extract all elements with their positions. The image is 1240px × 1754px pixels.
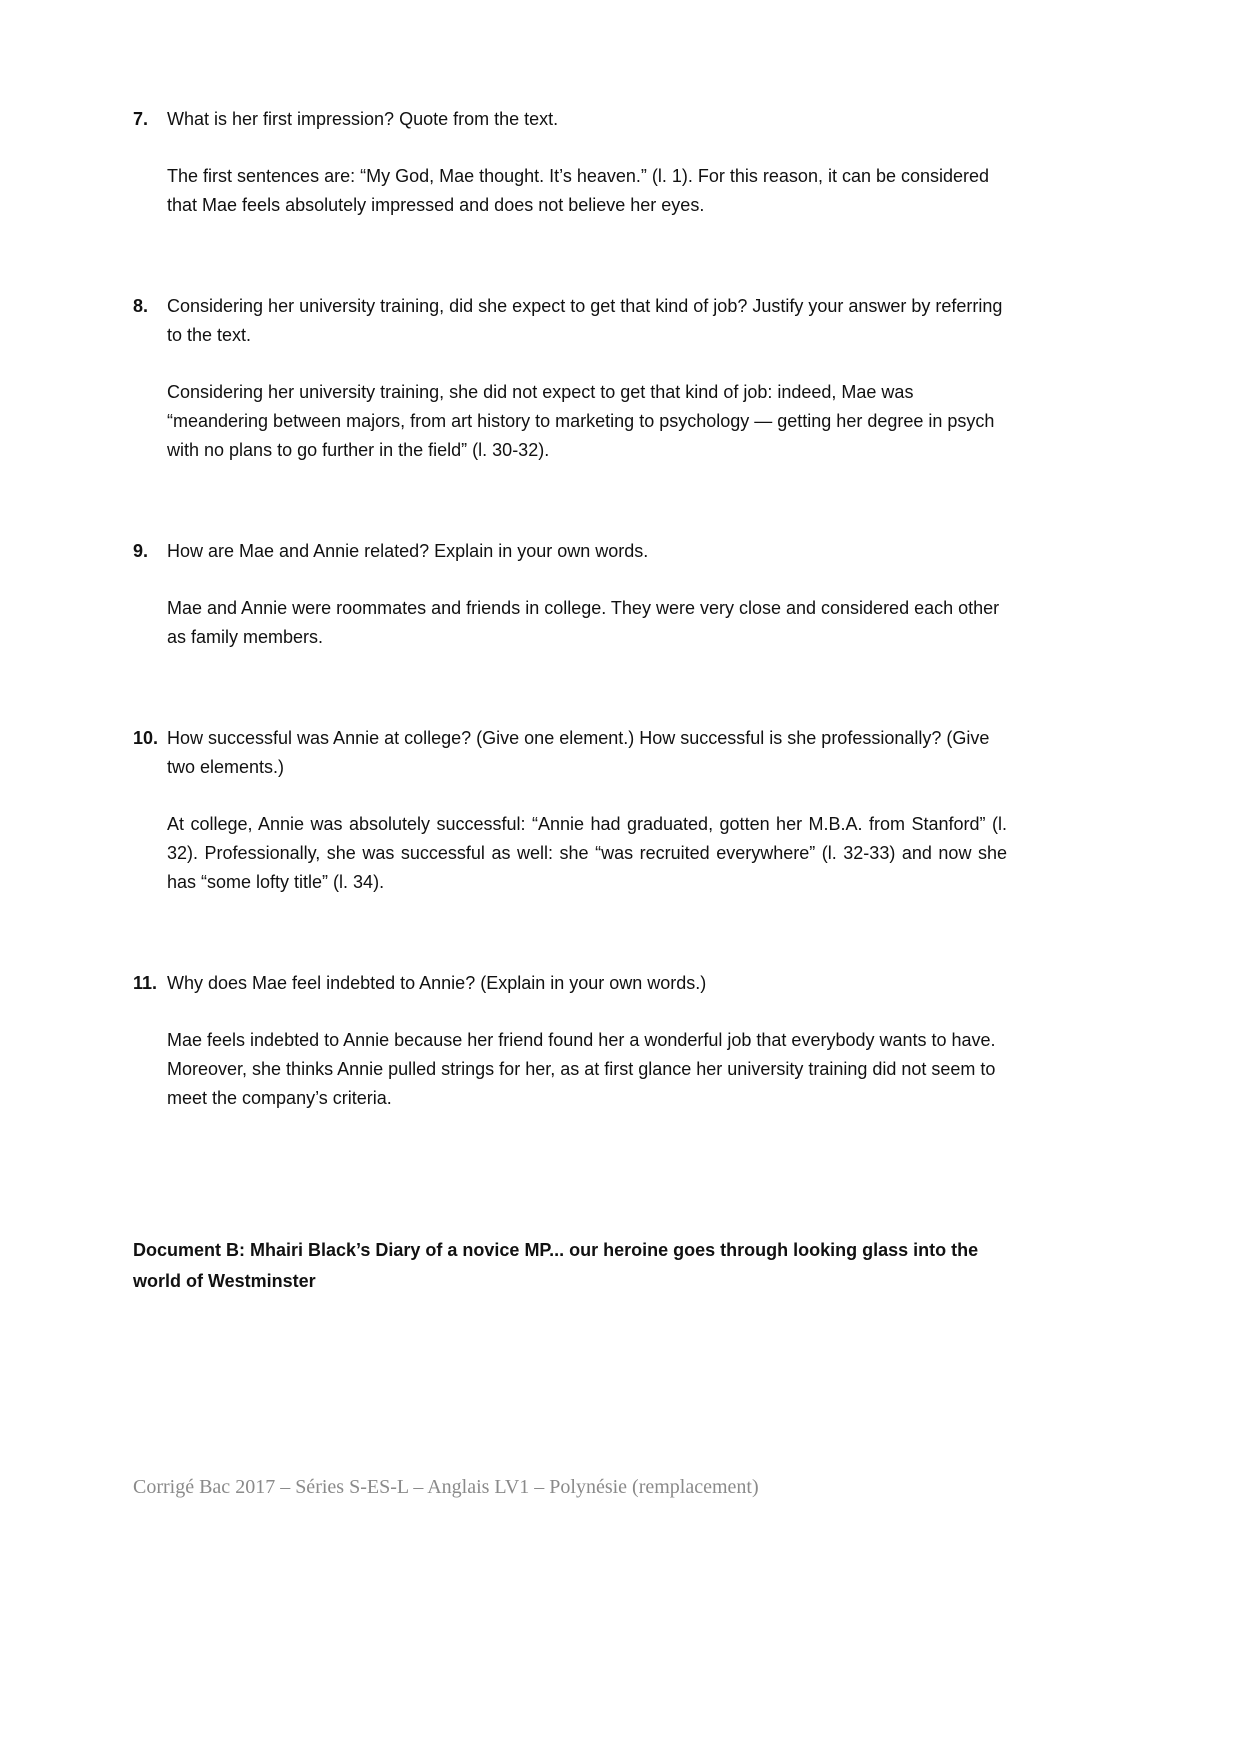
question-block-9 xyxy=(133,537,1007,652)
question-number: 7. xyxy=(133,109,149,129)
question-number: 9. xyxy=(133,541,149,561)
question-text: How successful was Annie at college? (Give one element.) How successful is she professionally? (Give two elements.) xyxy=(167,728,990,777)
question-block-7 xyxy=(133,105,1007,220)
question-block-8 xyxy=(133,292,1007,465)
question-block-11 xyxy=(133,969,1007,1113)
question-number: 8. xyxy=(133,296,149,316)
answer-text: Mae feels indebted to Annie because her friend found her a wonderful job that everybody wants to have. Moreover, she thinks Annie pulled strings for her, as at first glance her university training did not seem to meet the company’s criteria. xyxy=(167,1030,996,1108)
answer-text: At college, Annie was absolutely successful: “Annie had graduated, gotten her M.B.A. from Stanford” (l. 32). Professionally, she was successful as well: she “was recruited everywhere” (l. 32-33) and now she has “some lofty title” (l. 34). xyxy=(167,814,1007,892)
document-b-heading: Document B: Mhairi Black’s Diary of a novice MP... our heroine goes through looking glass into the world of Westminster xyxy=(133,1240,979,1291)
answer-text: Mae and Annie were roommates and friends in college. They were very close and considered each other as family members. xyxy=(167,598,1000,647)
page-footer: Corrigé Bac 2017 – Séries S-ES-L – Anglais LV1 – Polynésie (remplacement) xyxy=(133,1476,759,1498)
answer-text: Considering her university training, she did not expect to get that kind of job: indeed, Mae was “meandering between majors, from art history to marketing to psychology — getting her degree in psych with no plans to go further in the field” (l. 30-32). xyxy=(167,382,995,460)
question-text: Considering her university training, did she expect to get that kind of job? Justify your answer by referring to the text. xyxy=(167,296,1003,345)
question-text: How are Mae and Annie related? Explain in your own words. xyxy=(167,541,649,561)
answer-text: The first sentences are: “My God, Mae thought. It’s heaven.” (l. 1). For this reason, it can be considered that Mae feels absolutely impressed and does not believe her eyes. xyxy=(167,166,990,215)
question-text: What is her first impression? Quote from the text. xyxy=(167,109,559,129)
question-number: 11. xyxy=(133,973,158,993)
question-number: 10. xyxy=(133,728,159,748)
question-text: Why does Mae feel indebted to Annie? (Explain in your own words.) xyxy=(167,973,707,993)
question-block-10 xyxy=(133,724,1007,897)
